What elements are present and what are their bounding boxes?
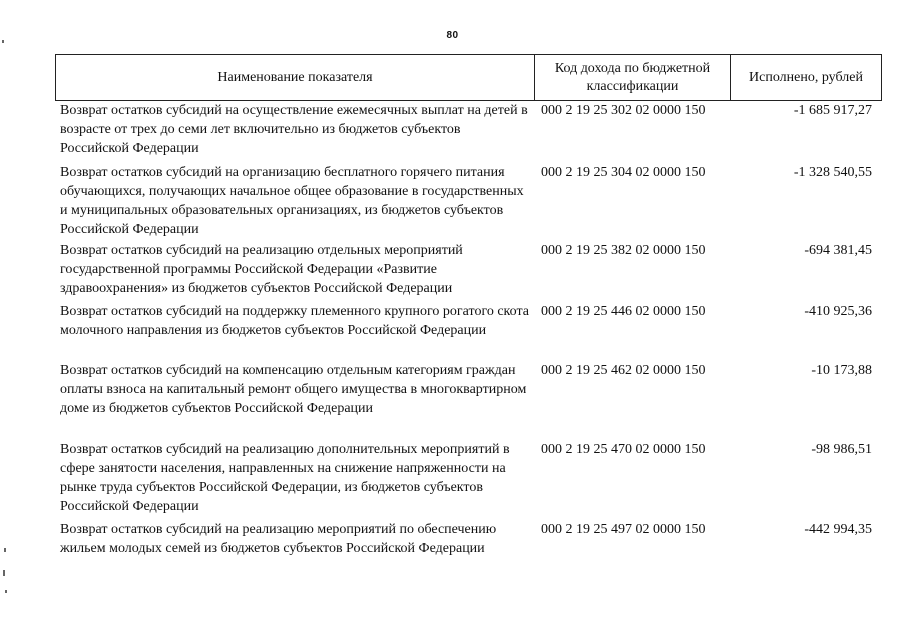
column-header-name: Наименование показателя: [217, 69, 373, 85]
column-header-code: Код дохода по бюджетной классификации: [534, 55, 730, 100]
row-description: Возврат остатков субсидий на реализацию отдельных мероприятий государственной программы Российской Федерации «Развитие здравоохранения» из бюджетов субъектов Российской Федерации: [60, 243, 463, 296]
row-description: Возврат остатков субсидий на осуществление ежемесячных выплат на детей в возрасте от трех до семи лет включительно из бюджетов субъектов Российской Федерации: [60, 103, 528, 156]
row-code: 000 2 19 25 462 02 0000 150: [541, 363, 706, 378]
row-code: 000 2 19 25 304 02 0000 150: [541, 165, 706, 180]
row-code: 000 2 19 25 446 02 0000 150: [541, 304, 706, 319]
row-amount: -410 925,36: [804, 304, 872, 319]
row-amount: -1 328 540,55: [793, 165, 872, 180]
row-code: 000 2 19 25 470 02 0000 150: [541, 442, 706, 457]
row-description: Возврат остатков субсидий на организацию бесплатного горячего питания обучающихся, получающих начальное общее образование в государственных и муниципальных образовательных организациях, из бюджетов субъектов Российской Федерации: [60, 165, 524, 237]
row-description: Возврат остатков субсидий на реализацию мероприятий по обеспечению жильем молодых семей из бюджетов субъектов Российской Федерации: [60, 522, 497, 556]
row-amount: -98 986,51: [811, 442, 872, 457]
row-description: Возврат остатков субсидий на поддержку племенного крупного рогатого скота молочного направления из бюджетов субъектов Российской Федерации: [60, 304, 529, 338]
row-amount: -694 381,45: [804, 243, 872, 258]
scan-speck: [4, 548, 6, 552]
scan-speck: [5, 590, 7, 593]
row-code: 000 2 19 25 497 02 0000 150: [541, 522, 706, 537]
table-header: [55, 54, 882, 101]
page-number: 80: [446, 30, 459, 41]
row-amount: -1 685 917,27: [793, 103, 872, 118]
scan-speck: [3, 570, 5, 576]
row-amount: -442 994,35: [804, 522, 872, 537]
row-description: Возврат остатков субсидий на реализацию дополнительных мероприятий в сфере занятости населения, направленных на снижение напряженности на рынке труда субъектов Российской Федерации, из бюджетов субъектов Российской Федерации: [60, 442, 510, 514]
row-code: 000 2 19 25 302 02 0000 150: [541, 103, 706, 118]
row-code: 000 2 19 25 382 02 0000 150: [541, 243, 706, 258]
row-amount: -10 173,88: [811, 363, 872, 378]
column-header-amount: Исполнено, рублей: [730, 55, 881, 100]
scan-speck: [2, 40, 4, 43]
row-description: Возврат остатков субсидий на компенсацию отдельным категориям граждан оплаты взноса на капитальный ремонт общего имущества в многоквартирном доме из бюджетов субъектов Российской Федерации: [60, 363, 527, 416]
